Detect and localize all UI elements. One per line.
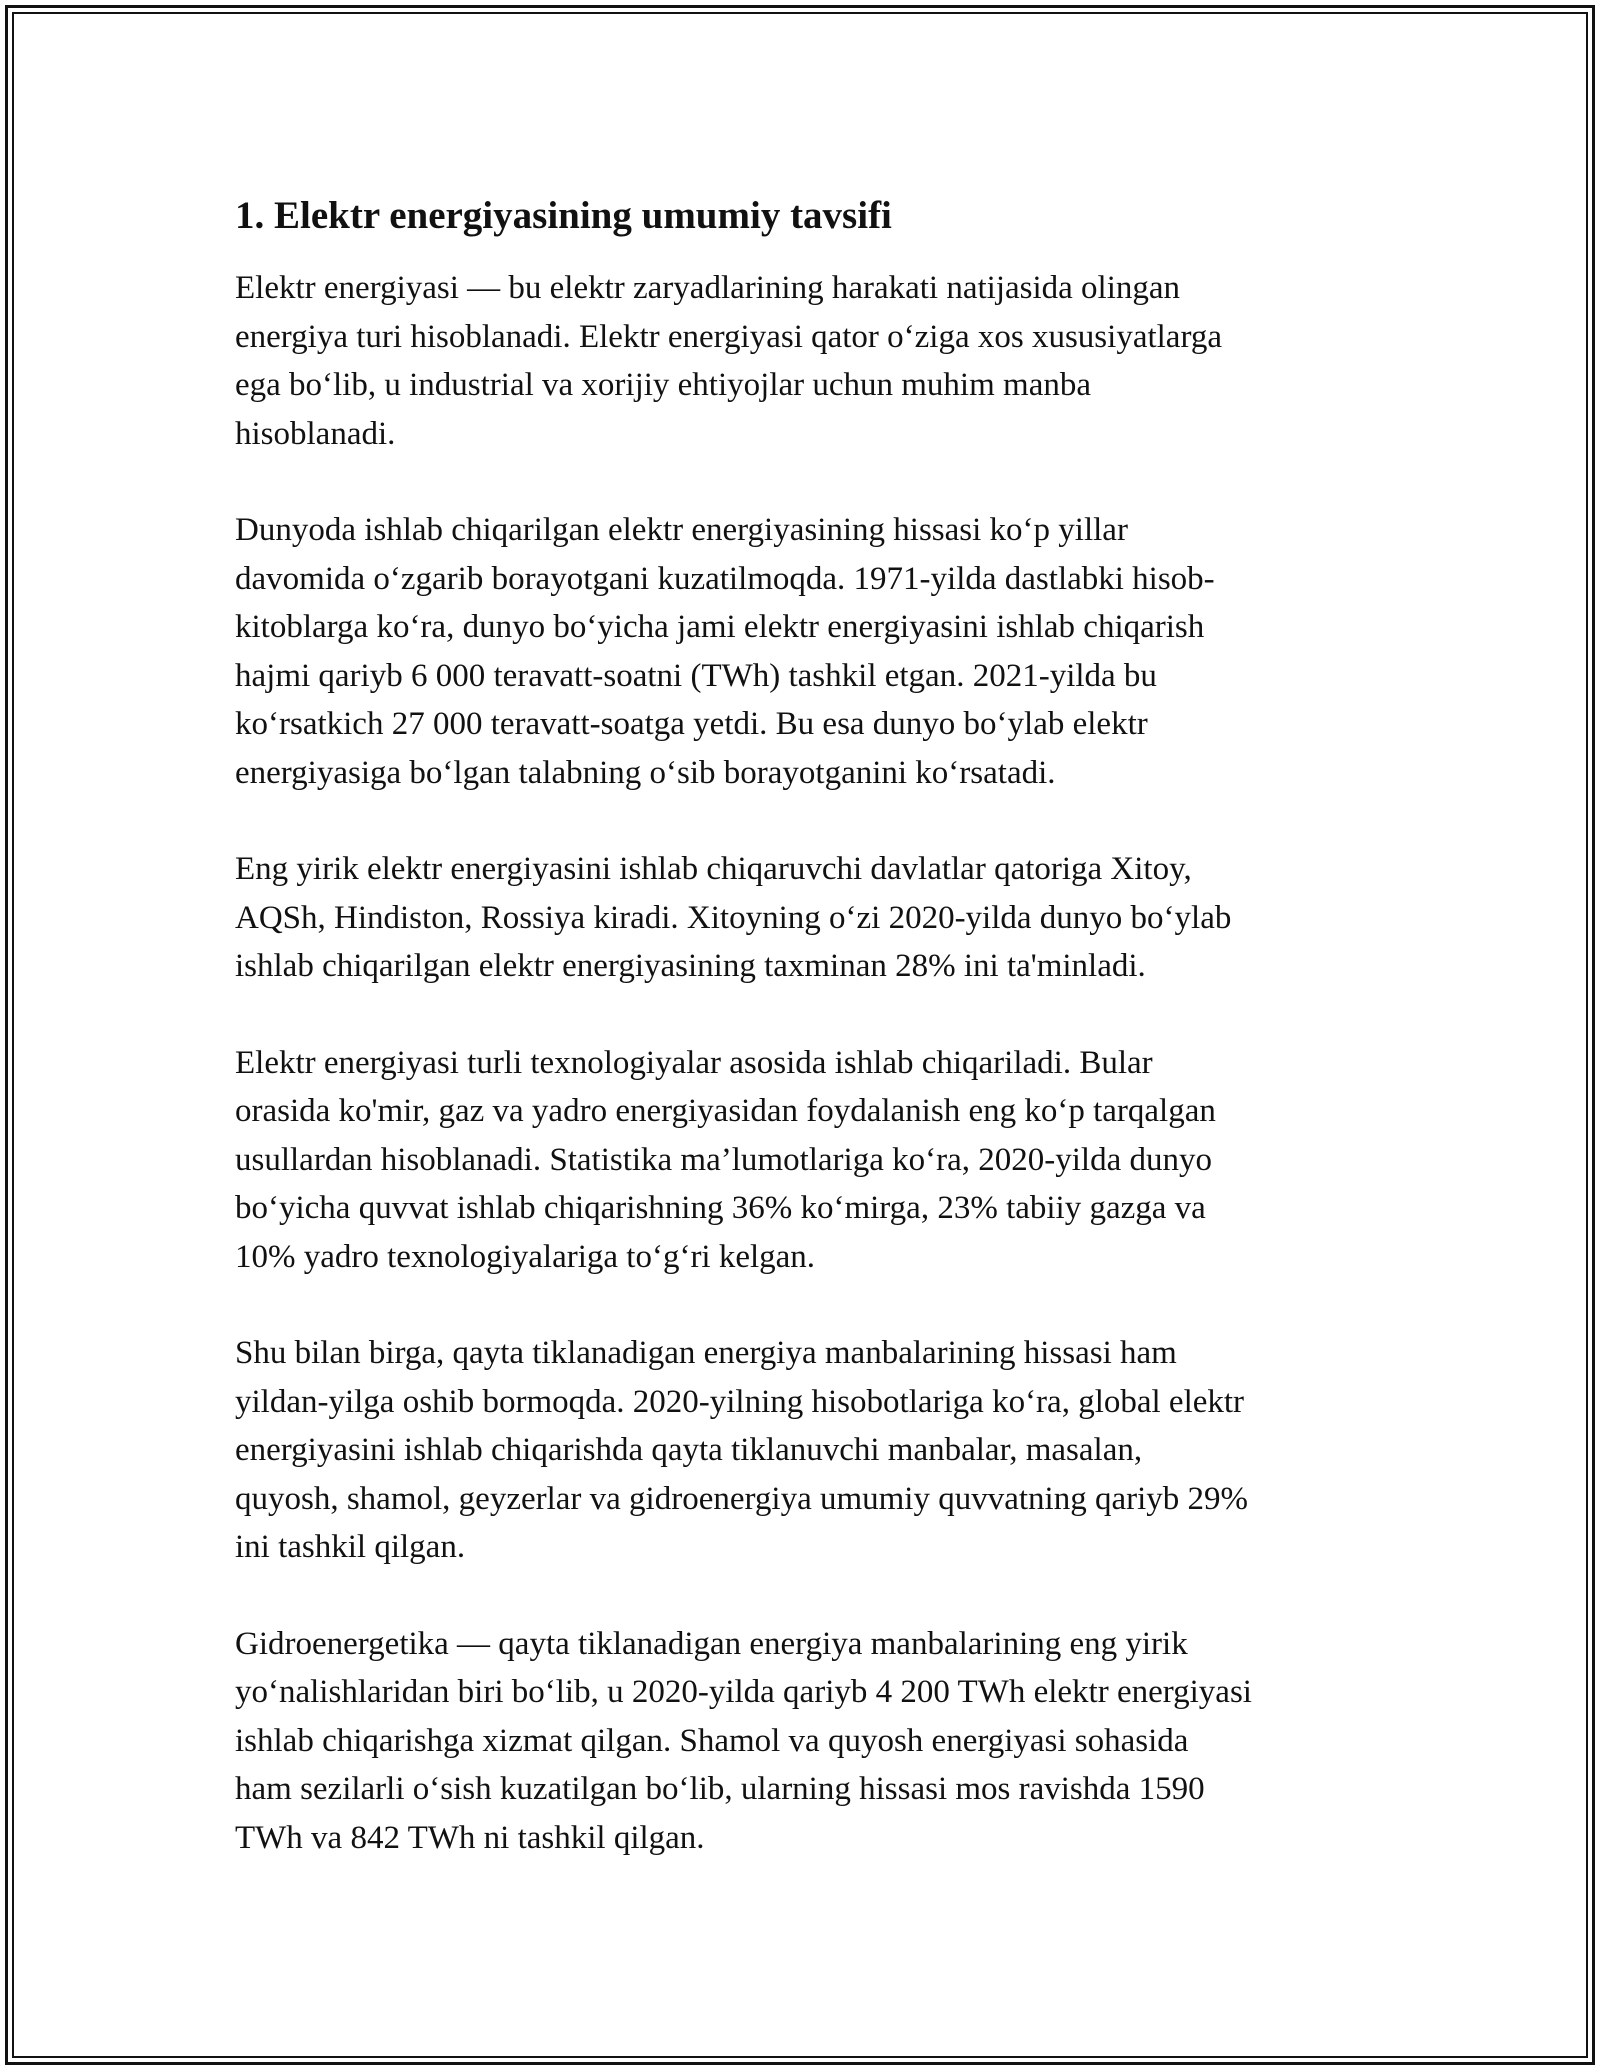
text-line: kitoblarga ko‘ra, dunyo bo‘yicha jami elektr energiyasini ishlab chiqarish (235, 609, 1205, 645)
text-line: Elektr energiyasi — bu elektr zaryadlarining harakati natijasida olingan (235, 270, 1181, 306)
text-line: ega bo‘lib, u industrial va xorijiy ehtiyojlar uchun muhim manba (235, 367, 1091, 403)
text-line: Shu bilan birga, qayta tiklanadigan energiya manbalarining hissasi ham (235, 1335, 1177, 1371)
text-line: quyosh, shamol, geyzerlar va gidroenergiya umumiy quvvatning qariyb 29% (235, 1480, 1248, 1517)
text-line: ishlab chiqarishga xizmat qilgan. Shamol va quyosh energiyasi sohasida (235, 1722, 1189, 1759)
text-line: usullardan hisoblanadi. Statistika ma’lumotlariga ko‘ra, 2020-yilda dunyo (235, 1141, 1212, 1178)
text-line: AQSh, Hindiston, Rossiya kiradi. Xitoyning o‘zi 2020-yilda dunyo bo‘ylab (235, 899, 1232, 936)
text-line: TWh va 842 TWh ni tashkil qilgan. (235, 1819, 705, 1856)
text-line: orasida ko'mir, gaz va yadro energiyasidan foydalanish eng ko‘p tarqalgan (235, 1093, 1216, 1129)
document-body (235, 186, 1395, 1910)
paragraph-largest-producers (235, 845, 1395, 991)
text-line: Eng yirik elektr energiyasini ishlab chiqaruvchi davlatlar qatoriga Xitoy, (235, 851, 1192, 887)
text-line: bo‘yicha quvvat ishlab chiqarishning 36% ko‘mirga, 23% tabiiy gazga va (235, 1190, 1206, 1226)
text-line: davomida o‘zgarib borayotgani kuzatilmoqda. 1971-yilda dastlabki hisob- (235, 560, 1215, 597)
paragraph-definition (235, 264, 1395, 458)
text-line: Gidroenergetika — qayta tiklanadigan energiya manbalarining eng yirik (235, 1625, 1188, 1662)
section-title: 1. Elektr energiyasining umumiy tavsifi (235, 194, 892, 237)
paragraph-hydropower (235, 1620, 1395, 1863)
text-line: Dunyoda ishlab chiqarilgan elektr energiyasining hissasi ko‘p yillar (235, 512, 1128, 548)
text-line: hajmi qariyb 6 000 teravatt-soatni (TWh) tashkil etgan. 2021-yilda bu (235, 657, 1157, 694)
text-line: yo‘nalishlaridan biri bo‘lib, u 2020-yilda qariyb 4 200 TWh elektr energiyasi (235, 1674, 1252, 1710)
text-line: energiya turi hisoblanadi. Elektr energiyasi qator o‘ziga xos xususiyatlarga (235, 318, 1222, 355)
text-line: energiyasiga bo‘lgan talabning o‘sib borayotganini ko‘rsatadi. (235, 754, 1056, 791)
text-line: yildan-yilga oshib bormoqda. 2020-yilning hisobotlariga ko‘ra, global elektr (235, 1383, 1245, 1420)
paragraph-renewables (235, 1329, 1395, 1572)
text-line: Elektr energiyasi turli texnologiyalar asosida ishlab chiqariladi. Bular (235, 1044, 1153, 1081)
text-line: ini tashkil qilgan. (235, 1529, 466, 1565)
text-line: ham sezilarli o‘sish kuzatilgan bo‘lib, ularning hissasi mos ravishda 1590 (235, 1771, 1205, 1807)
text-line: hisoblanadi. (235, 415, 396, 452)
paragraph-world-production (235, 506, 1395, 797)
text-line: energiyasini ishlab chiqarishda qayta tiklanuvchi manbalar, masalan, (235, 1432, 1143, 1468)
text-line: 10% yadro texnologiyalariga to‘g‘ri kelgan. (235, 1238, 816, 1275)
text-line: ishlab chiqarilgan elektr energiyasining taxminan 28% ini ta'minladi. (235, 948, 1146, 984)
text-line: ko‘rsatkich 27 000 teravatt-soatga yetdi. Bu esa dunyo bo‘ylab elektr (235, 706, 1148, 742)
paragraph-technologies (235, 1039, 1395, 1282)
